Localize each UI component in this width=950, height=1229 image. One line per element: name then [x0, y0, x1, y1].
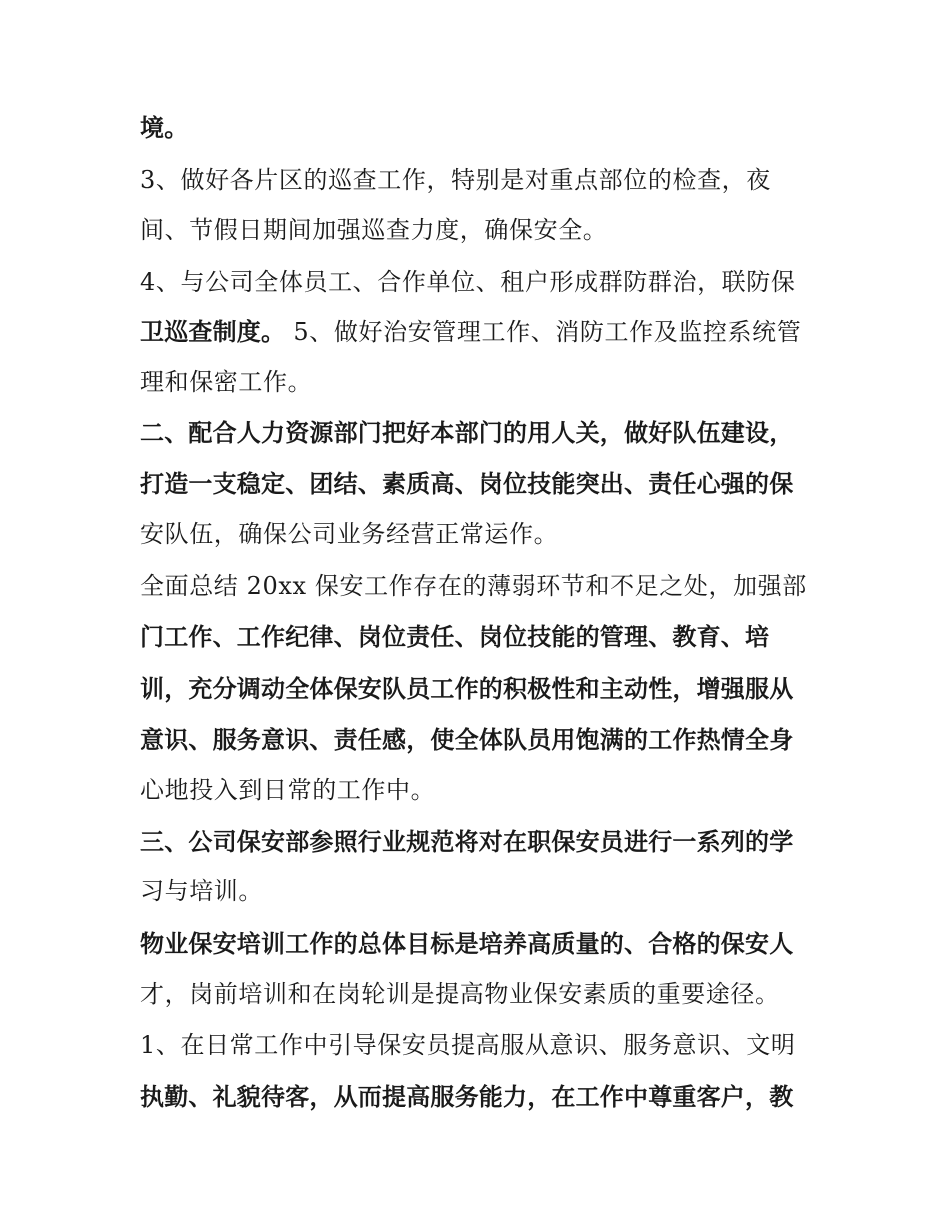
- text-segment: 二、配合人力资源部门把好本部门的用人关，做好队伍建设，: [140, 419, 794, 447]
- text-line: [140, 874, 263, 909]
- text-segment: 境。: [140, 114, 189, 142]
- text-segment: 执勤、礼貌待客，从而提高服务能力，在工作中尊重客户，教: [140, 1083, 794, 1111]
- text-segment: 卫巡查制度。: [140, 318, 286, 346]
- text-line: [140, 723, 793, 758]
- text-segment: 心地投入到日常的工作中。: [140, 776, 436, 804]
- text-segment: 打造一支稳定、团结、素质高、岗位技能突出、责任心强的保: [140, 470, 794, 498]
- text-segment: 5、做好治安管理工作、消防工作及监控系统管: [285, 318, 802, 346]
- text-line: [140, 977, 780, 1012]
- text-segment: 3、做好各片区的巡查工作，特别是对重点部位的检查，夜: [140, 166, 771, 194]
- text-line: [140, 1080, 793, 1115]
- text-line: [140, 569, 807, 604]
- text-segment: 4、与公司全体员工、合作单位、租户形成群防群治，联防保: [140, 268, 796, 296]
- text-line: [140, 672, 793, 707]
- text-segment: 1、在日常工作中引导保安员提高服从意识、服务意识、文明: [140, 1031, 796, 1059]
- text-segment: 门工作、工作纪律、岗位责任、岗位技能的管理、教育、培: [140, 623, 770, 651]
- text-segment: 安队伍，确保公司业务经营正常运作。: [140, 520, 559, 548]
- text-line: [140, 773, 435, 808]
- text-line: [140, 825, 793, 860]
- text-line: [140, 315, 801, 350]
- text-segment: 意识、服务意识、责任感，使全体队员用饱满的工作热情全身: [140, 726, 794, 754]
- text-line: [140, 265, 795, 300]
- text-line: [140, 467, 793, 502]
- text-segment: 习与培训。: [140, 877, 263, 905]
- text-segment: 理和保密工作。: [140, 368, 313, 396]
- text-segment: 全面总结 20xx 保安工作存在的薄弱环节和不足之处，加强部: [140, 572, 807, 600]
- text-line: [140, 163, 771, 198]
- text-segment: 间、节假日期间加强巡查力度，确保安全。: [140, 216, 608, 244]
- text-line: [140, 365, 312, 400]
- text-line: [140, 517, 558, 552]
- text-line: [140, 111, 188, 146]
- text-line: [140, 416, 793, 451]
- text-segment: 物业保安培训工作的总体目标是培养高质量的、合格的保安人: [140, 930, 794, 958]
- text-line: [140, 927, 793, 962]
- text-segment: 三、公司保安部参照行业规范将对在职保安员进行一系列的学: [140, 828, 794, 856]
- text-line: [140, 213, 607, 248]
- text-segment: 才，岗前培训和在岗轮训是提高物业保安素质的重要途径。: [140, 980, 780, 1008]
- text-line: [140, 1028, 795, 1063]
- text-segment: 训，充分调动全体保安队员工作的积极性和主动性，增强服从: [140, 675, 794, 703]
- text-line: [140, 620, 769, 655]
